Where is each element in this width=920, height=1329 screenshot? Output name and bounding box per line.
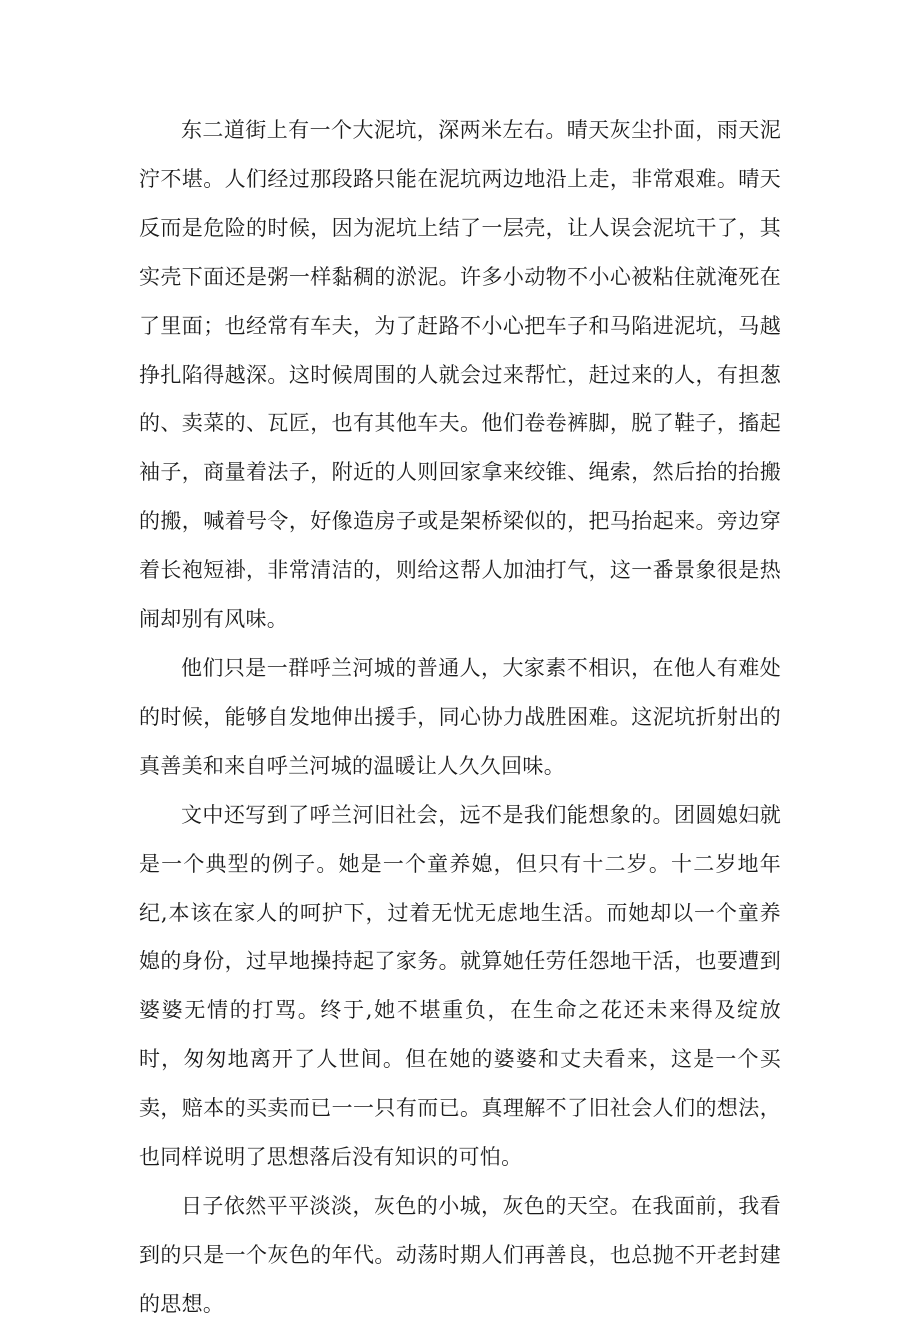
paragraph-ordinary-people: 他们只是一群呼兰河城的普通人，大家素不相识，在他人有难处的时候，能够自发地伸出援手，同心协力战胜困难。这泥坑折射出的真善美和来自呼兰河城的温暖让人久久回味。 bbox=[139, 655, 781, 778]
paragraph-mud-pit: 东二道街上有一个大泥坑，深两米左右。晴天灰尘扑面，雨天泥泞不堪。人们经过那段路只能在泥坑两边地沿上走，非常艰难。晴天反而是危险的时候，因为泥坑上结了一层壳，让人误会泥坑干了，其实壳下面还是粥一样黏稠的淤泥。许多小动物不小心被粘住就淹死在了里面；也经常有车夫，为了赶路不小心把车子和马陷进泥坑，马越挣扎陷得越深。这时候周围的人就会过来帮忙，赶过来的人，有担葱的、卖菜的、瓦匠，也有其他车夫。他们卷卷裤脚，脱了鞋子，搐起袖子，商量着法子，附近的人则回家拿来绞锥、绳索，然后抬的抬搬的搬，喊着号令，好像造房子或是架桥梁似的，把马抬起来。旁边穿着长袍短褂，非常清洁的，则给这帮人加油打气，这一番景象很是热闹却别有风味。 bbox=[139, 118, 781, 632]
paragraph-grey-era: 日子依然平平淡淡，灰色的小城，灰色的天空。在我面前，我看到的只是一个灰色的年代。动荡时期人们再善良，也总抛不开老封建的思想。 bbox=[139, 1193, 781, 1316]
document-body bbox=[139, 106, 781, 1329]
paragraph-child-bride: 文中还写到了呼兰河旧社会，远不是我们能想象的。团圆媳妇就是一个典型的例子。她是一个童养媳，但只有十二岁。十二岁地年纪,本该在家人的呵护下，过着无忧无虑地生活。而她却以一个童养媳的身份，过早地操持起了家务。就算她任劳任怨地干活，也要遭到婆婆无情的打骂。终于,她不堪重负，在生命之花还未来得及绽放时，匆匆地离开了人世间。但在她的婆婆和丈夫看来，这是一个买卖，赔本的买卖而已一一只有而已。真理解不了旧社会人们的想法，也同样说明了思想落后没有知识的可怕。 bbox=[139, 802, 781, 1170]
